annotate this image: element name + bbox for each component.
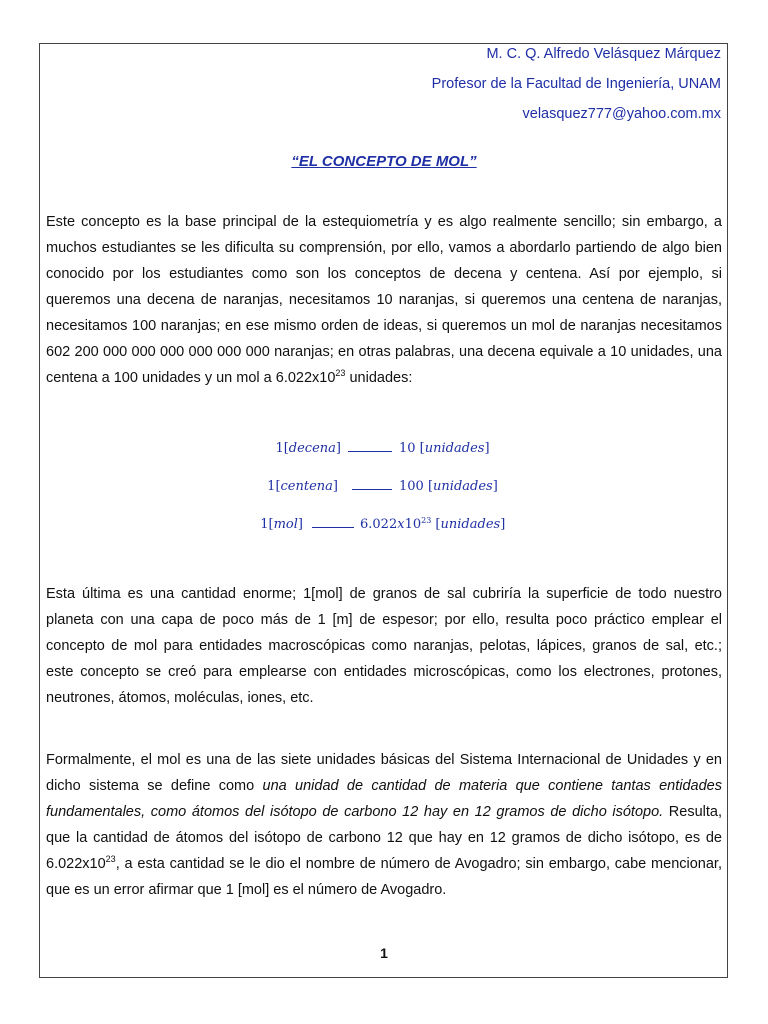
paragraph-definition [46, 747, 722, 903]
author-affiliation: Profesor de la Facultad de Ingeniería, UNAM [431, 76, 721, 92]
equation-rhs: $6.022x10^{23}$ [unidades] [360, 516, 506, 532]
page-number: 1 [380, 945, 388, 961]
paragraph-definition-middle: Resulta, que la cantidad de átomos del isótopo de carbono 12 que hay en 12 gramos de dicho isótopo, es de 6.022x10 [46, 804, 722, 872]
paragraph-intro-tail: unidades: [345, 370, 413, 386]
author-email[interactable]: velasquez777@yahoo.com.mx [522, 106, 721, 122]
equation-base: 10 [404, 517, 422, 532]
equation-centena [0, 479, 768, 499]
author-name: M. C. Q. Alfredo Velásquez Márquez [486, 46, 721, 62]
equation-rhs-unit: unidades [440, 517, 501, 532]
equivalence-line [352, 489, 392, 490]
equation-times: x [397, 517, 405, 532]
paragraph-intro-text: Este concepto es la base principal de la estequiometría y es algo realmente sencillo; sin embargo, a muchos estudiantes se les dificulta su comprensión, por ello, vamos a abordarlo partiendo de algo bien conocido por los estudiantes como son los conceptos de decena y centena. Así por ejemplo, si queremos una decena de naranjas, necesitamos 10 naranjas, si queremos una centena de naranjas, necesitamos 100 naranjas; en ese mismo orden de ideas, si queremos un mol de naranjas necesitamos 602 200 000 000 000 000 000 000 naranjas; en otras palabras, una decena equivale a 10 unidades, una centena a 100 unidades y un mol a 6.022x10 [46, 214, 722, 386]
equation-lhs: 1[mol] [260, 517, 303, 532]
equivalence-line [312, 527, 354, 528]
equation-lhs-number: 1 [275, 441, 284, 456]
exponent: 23 [335, 368, 346, 378]
equation-lhs-number: 1 [267, 479, 276, 494]
equation-rhs-number: 10 [399, 441, 416, 456]
paragraph-intro [46, 209, 722, 391]
author-header [432, 43, 721, 133]
mol-definition: una unidad de cantidad de materia que contiene tantas entidades fundamentales, como átomos del isótopo de carbono 12 hay en 12 gramos de dicho isótopo. [46, 778, 722, 820]
equivalence-line [348, 451, 392, 452]
equation-lhs-unit: decena [288, 441, 336, 456]
equation-rhs: 10 [unidades] [399, 441, 490, 456]
equation-lhs-unit: mol [273, 517, 298, 532]
equation-decena [0, 441, 768, 461]
exponent: 23 [421, 516, 432, 525]
equation-mol [0, 517, 768, 537]
paragraph-definition-tail: , a esta cantidad se le dio el nombre de número de Avogadro; sin embargo, cabe mencionar, que es un error afirmar que 1 [mol] es el número de Avogadro. [46, 856, 722, 898]
document-title: “EL CONCEPTO DE MOL” [291, 153, 477, 170]
equation-rhs-number: 6.022 [360, 517, 398, 532]
paragraph-magnitude: Esta última es una cantidad enorme; 1[mol] de granos de sal cubriría la superficie de todo nuestro planeta con una capa de poco más de 1 [m] de espesor; por ello, resulta poco práctico emplear el concepto de mol para entidades macroscópicas como naranjas, pelotas, lápices, granos de sal, etc.; este concepto se creó para emplearse con entidades microscópicas, como los electrones, protones, neutrones, átomos, moléculas, iones, etc. [46, 586, 722, 706]
equation-lhs: 1[centena] [267, 479, 338, 494]
equation-lhs-unit: centena [280, 479, 333, 494]
equation-rhs: 100 [unidades] [399, 479, 498, 494]
exponent: 23 [105, 854, 116, 864]
equation-lhs: 1[decena] [275, 441, 341, 456]
paragraph-definition-intro: Formalmente, el mol es una de las siete unidades básicas del Sistema Internacional de Unidades y en dicho sistema se define como [46, 752, 722, 794]
equation-rhs-unit: unidades [433, 479, 493, 494]
equation-rhs-number: 100 [399, 479, 424, 494]
equation-lhs-number: 1 [260, 517, 269, 532]
equation-rhs-unit: unidades [424, 441, 485, 456]
